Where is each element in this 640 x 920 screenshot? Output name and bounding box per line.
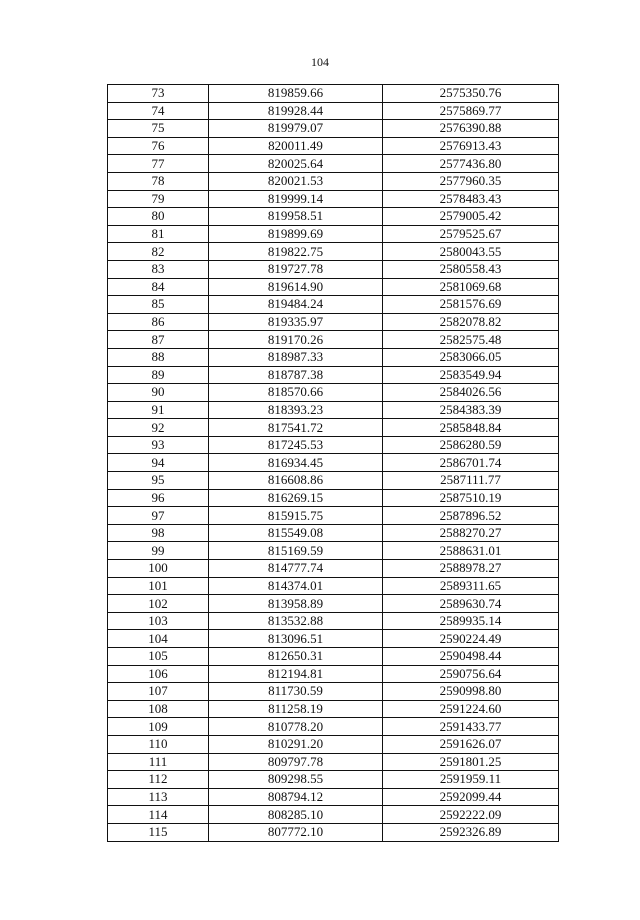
y-coordinate-cell: 2577436.80 [383, 155, 559, 173]
table-row [108, 208, 559, 226]
point-number-cell: 90 [108, 384, 209, 402]
point-number-cell: 85 [108, 296, 209, 314]
table-row [108, 771, 559, 789]
table-row [108, 454, 559, 472]
point-number-cell: 110 [108, 735, 209, 753]
y-coordinate-cell: 2591959.11 [383, 771, 559, 789]
y-coordinate-cell: 2587510.19 [383, 489, 559, 507]
table-row [108, 155, 559, 173]
y-coordinate-cell: 2592326.89 [383, 823, 559, 841]
table-row [108, 560, 559, 578]
table-row [108, 85, 559, 103]
coordinates-table [107, 84, 559, 842]
y-coordinate-cell: 2583549.94 [383, 366, 559, 384]
x-coordinate-cell: 809298.55 [209, 771, 383, 789]
point-number-cell: 112 [108, 771, 209, 789]
y-coordinate-cell: 2579005.42 [383, 208, 559, 226]
y-coordinate-cell: 2584383.39 [383, 401, 559, 419]
table-row [108, 419, 559, 437]
point-number-cell: 99 [108, 542, 209, 560]
point-number-cell: 79 [108, 190, 209, 208]
x-coordinate-cell: 813096.51 [209, 630, 383, 648]
x-coordinate-cell: 809797.78 [209, 753, 383, 771]
point-number-cell: 80 [108, 208, 209, 226]
point-number-cell: 83 [108, 260, 209, 278]
y-coordinate-cell: 2592222.09 [383, 806, 559, 824]
table-row [108, 366, 559, 384]
point-number-cell: 89 [108, 366, 209, 384]
table-row [108, 630, 559, 648]
y-coordinate-cell: 2575350.76 [383, 85, 559, 103]
point-number-cell: 115 [108, 823, 209, 841]
x-coordinate-cell: 815915.75 [209, 507, 383, 525]
x-coordinate-cell: 808285.10 [209, 806, 383, 824]
x-coordinate-cell: 813532.88 [209, 612, 383, 630]
point-number-cell: 100 [108, 560, 209, 578]
y-coordinate-cell: 2577960.35 [383, 172, 559, 190]
x-coordinate-cell: 814374.01 [209, 577, 383, 595]
x-coordinate-cell: 818570.66 [209, 384, 383, 402]
point-number-cell: 105 [108, 648, 209, 666]
y-coordinate-cell: 2576913.43 [383, 137, 559, 155]
table-row [108, 260, 559, 278]
table-row [108, 806, 559, 824]
y-coordinate-cell: 2586280.59 [383, 436, 559, 454]
x-coordinate-cell: 811730.59 [209, 683, 383, 701]
y-coordinate-cell: 2579525.67 [383, 225, 559, 243]
table-row [108, 401, 559, 419]
x-coordinate-cell: 817245.53 [209, 436, 383, 454]
point-number-cell: 96 [108, 489, 209, 507]
x-coordinate-cell: 813958.89 [209, 595, 383, 613]
table-row [108, 577, 559, 595]
point-number-cell: 87 [108, 331, 209, 349]
point-number-cell: 113 [108, 788, 209, 806]
x-coordinate-cell: 819822.75 [209, 243, 383, 261]
table-row [108, 384, 559, 402]
point-number-cell: 102 [108, 595, 209, 613]
point-number-cell: 97 [108, 507, 209, 525]
table-row [108, 120, 559, 138]
point-number-cell: 88 [108, 348, 209, 366]
y-coordinate-cell: 2589311.65 [383, 577, 559, 595]
table-row [108, 612, 559, 630]
y-coordinate-cell: 2591433.77 [383, 718, 559, 736]
table-row [108, 788, 559, 806]
table-row [108, 683, 559, 701]
point-number-cell: 81 [108, 225, 209, 243]
y-coordinate-cell: 2581069.68 [383, 278, 559, 296]
table-row [108, 278, 559, 296]
page-number: 104 [311, 55, 329, 69]
point-number-cell: 98 [108, 524, 209, 542]
y-coordinate-cell: 2580558.43 [383, 260, 559, 278]
x-coordinate-cell: 814777.74 [209, 560, 383, 578]
point-number-cell: 76 [108, 137, 209, 155]
x-coordinate-cell: 820011.49 [209, 137, 383, 155]
y-coordinate-cell: 2591224.60 [383, 700, 559, 718]
x-coordinate-cell: 818393.23 [209, 401, 383, 419]
x-coordinate-cell: 815549.08 [209, 524, 383, 542]
x-coordinate-cell: 819999.14 [209, 190, 383, 208]
x-coordinate-cell: 808794.12 [209, 788, 383, 806]
point-number-cell: 109 [108, 718, 209, 736]
x-coordinate-cell: 818787.38 [209, 366, 383, 384]
point-number-cell: 73 [108, 85, 209, 103]
x-coordinate-cell: 819614.90 [209, 278, 383, 296]
y-coordinate-cell: 2587896.52 [383, 507, 559, 525]
y-coordinate-cell: 2590756.64 [383, 665, 559, 683]
table-row [108, 331, 559, 349]
table-row [108, 507, 559, 525]
x-coordinate-cell: 812194.81 [209, 665, 383, 683]
y-coordinate-cell: 2591626.07 [383, 735, 559, 753]
table-row [108, 665, 559, 683]
x-coordinate-cell: 819979.07 [209, 120, 383, 138]
x-coordinate-cell: 812650.31 [209, 648, 383, 666]
point-number-cell: 114 [108, 806, 209, 824]
point-number-cell: 93 [108, 436, 209, 454]
x-coordinate-cell: 819727.78 [209, 260, 383, 278]
x-coordinate-cell: 810291.20 [209, 735, 383, 753]
y-coordinate-cell: 2590224.49 [383, 630, 559, 648]
table-row [108, 753, 559, 771]
x-coordinate-cell: 819928.44 [209, 102, 383, 120]
table-row [108, 102, 559, 120]
table-row [108, 489, 559, 507]
x-coordinate-cell: 816608.86 [209, 472, 383, 490]
point-number-cell: 75 [108, 120, 209, 138]
point-number-cell: 104 [108, 630, 209, 648]
x-coordinate-cell: 816269.15 [209, 489, 383, 507]
x-coordinate-cell: 817541.72 [209, 419, 383, 437]
x-coordinate-cell: 820025.64 [209, 155, 383, 173]
table-row [108, 542, 559, 560]
table-row [108, 225, 559, 243]
table-row [108, 595, 559, 613]
y-coordinate-cell: 2575869.77 [383, 102, 559, 120]
x-coordinate-cell: 816934.45 [209, 454, 383, 472]
x-coordinate-cell: 820021.53 [209, 172, 383, 190]
y-coordinate-cell: 2586701.74 [383, 454, 559, 472]
y-coordinate-cell: 2580043.55 [383, 243, 559, 261]
point-number-cell: 91 [108, 401, 209, 419]
y-coordinate-cell: 2587111.77 [383, 472, 559, 490]
y-coordinate-cell: 2588631.01 [383, 542, 559, 560]
y-coordinate-cell: 2589630.74 [383, 595, 559, 613]
point-number-cell: 103 [108, 612, 209, 630]
y-coordinate-cell: 2584026.56 [383, 384, 559, 402]
y-coordinate-cell: 2576390.88 [383, 120, 559, 138]
x-coordinate-cell: 818987.33 [209, 348, 383, 366]
x-coordinate-cell: 819859.66 [209, 85, 383, 103]
x-coordinate-cell: 819484.24 [209, 296, 383, 314]
x-coordinate-cell: 819899.69 [209, 225, 383, 243]
point-number-cell: 94 [108, 454, 209, 472]
y-coordinate-cell: 2591801.25 [383, 753, 559, 771]
table-row [108, 718, 559, 736]
point-number-cell: 106 [108, 665, 209, 683]
point-number-cell: 77 [108, 155, 209, 173]
y-coordinate-cell: 2590498.44 [383, 648, 559, 666]
x-coordinate-cell: 819958.51 [209, 208, 383, 226]
table-row [108, 296, 559, 314]
point-number-cell: 78 [108, 172, 209, 190]
table-row [108, 243, 559, 261]
x-coordinate-cell: 807772.10 [209, 823, 383, 841]
point-number-cell: 82 [108, 243, 209, 261]
table-row [108, 137, 559, 155]
table-row [108, 172, 559, 190]
y-coordinate-cell: 2583066.05 [383, 348, 559, 366]
y-coordinate-cell: 2582078.82 [383, 313, 559, 331]
x-coordinate-cell: 811258.19 [209, 700, 383, 718]
point-number-cell: 92 [108, 419, 209, 437]
table-row [108, 190, 559, 208]
x-coordinate-cell: 810778.20 [209, 718, 383, 736]
table-row [108, 313, 559, 331]
x-coordinate-cell: 815169.59 [209, 542, 383, 560]
point-number-cell: 107 [108, 683, 209, 701]
point-number-cell: 74 [108, 102, 209, 120]
table-row [108, 436, 559, 454]
x-coordinate-cell: 819335.97 [209, 313, 383, 331]
y-coordinate-cell: 2582575.48 [383, 331, 559, 349]
y-coordinate-cell: 2589935.14 [383, 612, 559, 630]
table-row [108, 823, 559, 841]
table-row [108, 735, 559, 753]
table-row [108, 524, 559, 542]
coordinates-table-body [108, 85, 559, 842]
point-number-cell: 84 [108, 278, 209, 296]
y-coordinate-cell: 2588270.27 [383, 524, 559, 542]
y-coordinate-cell: 2581576.69 [383, 296, 559, 314]
table-row [108, 472, 559, 490]
point-number-cell: 95 [108, 472, 209, 490]
y-coordinate-cell: 2590998.80 [383, 683, 559, 701]
y-coordinate-cell: 2588978.27 [383, 560, 559, 578]
point-number-cell: 101 [108, 577, 209, 595]
x-coordinate-cell: 819170.26 [209, 331, 383, 349]
table-row [108, 648, 559, 666]
y-coordinate-cell: 2592099.44 [383, 788, 559, 806]
point-number-cell: 111 [108, 753, 209, 771]
point-number-cell: 86 [108, 313, 209, 331]
table-row [108, 348, 559, 366]
y-coordinate-cell: 2578483.43 [383, 190, 559, 208]
table-row [108, 700, 559, 718]
point-number-cell: 108 [108, 700, 209, 718]
y-coordinate-cell: 2585848.84 [383, 419, 559, 437]
